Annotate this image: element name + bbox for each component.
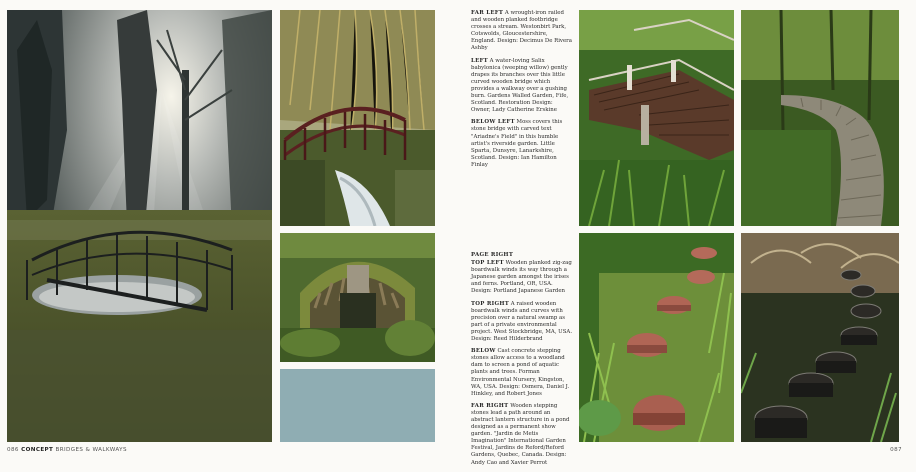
caption-top-right: TOP RIGHT A raised wooden boardwalk winds and curves with precision over a natural swamp as part of a private environmental project. West Stockbridge, MA, USA. Design: Reed Hilderbrand xyxy=(471,300,573,343)
photo-wooden-stepping-stones xyxy=(741,233,899,442)
caption-top-left: TOP LEFT Wooden planked zig-zag boardwalk winds its way through a Japanese garden amongst the irises and ferns. Portland, OR, USA. Design: Portland Japanese Garden xyxy=(471,260,572,295)
photo-willow-wooden-bridge xyxy=(280,10,435,226)
caption-left: LEFT A water-loving Salix babylonica (weeping willow) gently drapes its branches over this little curved wooden bridge which provides a walkway over a gushing burn. Gardens Walled Garden, Fife, Scotland. Restoration Design: Owner, Lady Catherine Erskine xyxy=(471,57,569,114)
left-folio-prefix: CONCEPT xyxy=(21,447,54,453)
photo-moss-stone-bridge xyxy=(280,233,435,362)
left-folio-section: BRIDGES & WALKWAYS xyxy=(55,447,127,453)
caption-below: BELOW Cast concrete stepping stones allow access to a woodland dam to screen a pond of aquatic plants and trees. Forman Environmental Nursery, Kingston, WA, USA. Design: Osmera, Daniel J. Hinkley, and Robert Jones xyxy=(471,348,570,397)
color-swatch xyxy=(280,369,435,442)
right-folio-number: 087 xyxy=(890,447,902,453)
left-folio-number: 086 xyxy=(7,447,19,453)
photo-zigzag-boardwalk xyxy=(579,10,734,226)
photo-curving-boardwalk xyxy=(741,10,899,226)
photo-concrete-stepping-stones xyxy=(579,233,734,442)
caption-far-left: FAR LEFT A wrought-iron railed and wooden planked footbridge crosses a stream. Westonbirt Park, Cotswolds, Gloucestershire, England. Design: Decimus De Rivera Ashby xyxy=(471,10,572,52)
captions-top xyxy=(471,10,573,174)
caption-page-right: PAGE RIGHT xyxy=(471,252,514,258)
caption-far-right: FAR RIGHT Wooden stepping stones lead a path around an abstract lantern structure in a pond designed as a permanent show garden. "Jardin de Metis Imagination" International Garden Festival, Jardins de Reford/Reford Gardens, Quebec, Canada. Design: Andy Cao and Xavier Perrot xyxy=(471,402,570,466)
captions-bottom xyxy=(471,252,573,472)
left-folio xyxy=(7,447,127,453)
caption-below-left: BELOW LEFT Moss covers this stone bridge with carved text "Ariadne's Field" in this humble artist's riverside garden. Little Sparta, Dunsyre, Lanarkshire, Scotland. Design: Ian Hamilton Finlay xyxy=(471,119,563,168)
photo-misty-iron-bridge xyxy=(7,10,272,442)
right-folio xyxy=(890,447,902,453)
